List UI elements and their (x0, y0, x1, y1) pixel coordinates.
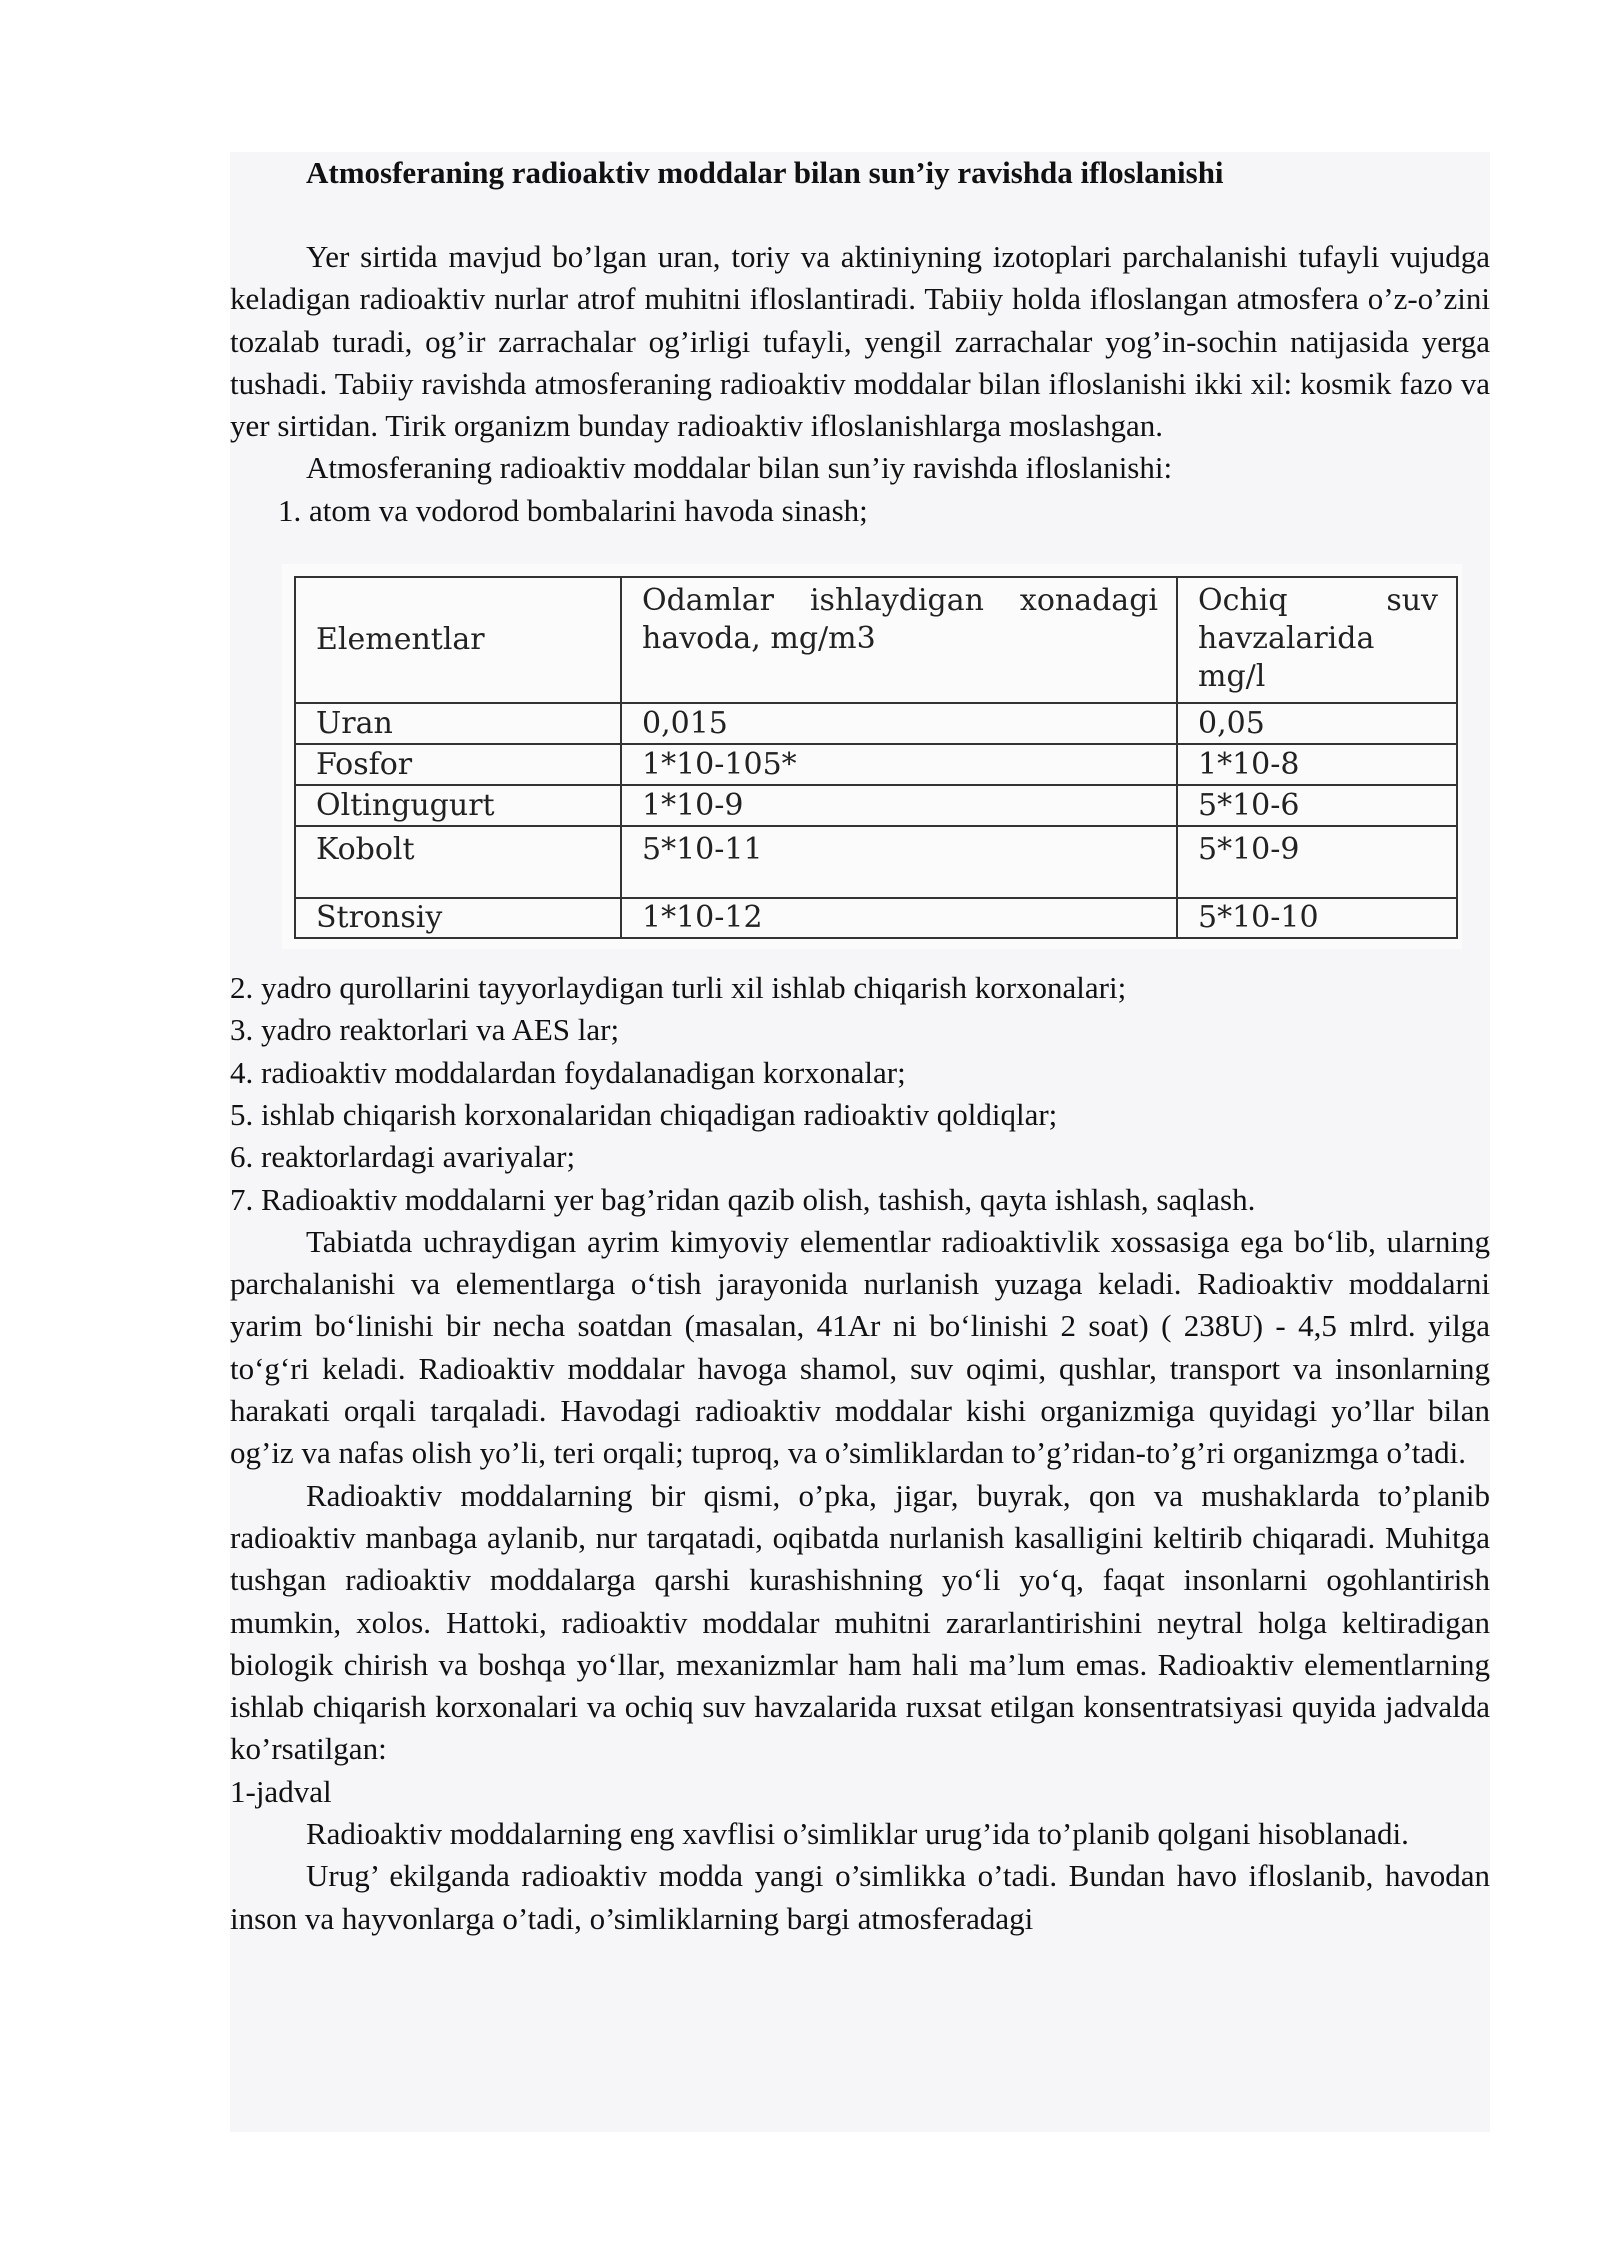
paragraph-2: Atmosferaning radioaktiv moddalar bilan sun’iy ravishda ifloslanishi: (306, 450, 1173, 486)
table-cell: 1*10-12 (621, 898, 1177, 938)
table-cell: 0,015 (621, 703, 1177, 744)
document-title: Atmosferaning radioaktiv moddalar bilan sun’iy ravishda ifloslanishi (306, 155, 1224, 190)
table-cell: Stronsiy (295, 898, 621, 938)
table-cell: Fosfor (295, 744, 621, 785)
list-item-4: 4. radioaktiv moddalardan foydalanadigan korxonalar; (230, 1054, 906, 1090)
document-content (230, 152, 1490, 1940)
table-row (295, 785, 1457, 826)
table-row (295, 703, 1457, 744)
table-row (295, 744, 1457, 785)
table-cell: 5*10-10 (1177, 898, 1457, 938)
table-cell: 5*10-11 (621, 826, 1177, 898)
table-cell: 5*10-9 (1177, 826, 1457, 898)
paragraph-5: Radioaktiv moddalarning eng xavflisi o’simliklar urug’ida to’planib qolgani hisoblanadi. (306, 1816, 1409, 1852)
paragraph-4: Radioaktiv moddalarning bir qismi, o’pka, jigar, buyrak, qon va mushaklarda to’planib radioaktiv manbaga aylanib, nur tarqatadi, oqibatda nurlanish kasalligini keltirib chiqaradi. Muhitga tushgan radioaktiv moddalarga qarshi kurashishning yo‘li yo‘q, faqat insonlarni ogohlantirish mumkin, xolos. Hattoki, radioaktiv moddalar muhitni zararlantirishini neytral holga keltiradigan biologik chirish va boshqa yo‘llar, mexanizmlar ham hali ma’lum emas. Radioaktiv elementlarning ishlab chiqarish korxonalari va ochiq suv havzalarida ruxsat etilgan konsentratsiyasi quyida jadvalda ko’rsatilgan: (230, 1477, 1490, 1767)
table-cell: Oltingugurt (295, 785, 621, 826)
table-cell: 1*10-105* (621, 744, 1177, 785)
table-row (295, 898, 1457, 938)
table-row (295, 826, 1457, 898)
paragraph-6: Urug’ ekilganda radioaktiv modda yangi o’simlikka o’tadi. Bundan havo ifloslanib, havodan inson va hayvonlarga o’tadi, o’simliklarning bargi atmosferadagi (230, 1858, 1490, 1936)
list-item-5: 5. ishlab chiqarish korxonalaridan chiqadigan radioaktiv qoldiqlar; (230, 1096, 1058, 1132)
table-cell: Uran (295, 703, 621, 744)
elements-table (294, 576, 1458, 939)
table-header-row (295, 577, 1457, 703)
list-item-3: 3. yadro reaktorlari va AES lar; (230, 1012, 620, 1048)
paragraph-3: Tabiatda uchraydigan ayrim kimyoviy elementlar radioaktivlik xossasiga ega bo‘lib, ularning parchalanishi va elementlarga o‘tish jarayonida nurlanish yuzaga keladi. Radioaktiv moddalarni yarim bo‘linishi bir necha soatdan (masalan, 41Ar ni bo‘linishi 2 soat) ( 238U) - 4,5 mlrd. yilga to‘g‘ri keladi. Radioaktiv moddalar havoga shamol, suv oqimi, qushlar, transport va insonlarning harakati orqali tarqaladi. Havodagi radioaktiv moddalar kishi organizmiga quyidagi yo’llar bilan og’iz va nafas olish yo’li, teri orqali; tuproq, va o’simliklardan to’g’ridan-to’g’ri organizmga o’tadi. (230, 1223, 1490, 1471)
table-cell: 5*10-6 (1177, 785, 1457, 826)
table-image (282, 564, 1462, 949)
table-cell: 0,05 (1177, 703, 1457, 744)
table-header-cell: Ochiq suv havzalarida mg/l (1177, 577, 1457, 703)
table-cell: 1*10-9 (621, 785, 1177, 826)
table-caption: 1-jadval (230, 1773, 332, 1809)
paragraph-1: Yer sirtida mavjud bo’lgan uran, toriy va aktiniyning izotoplari parchalanishi tufayli vujudga keladigan radioaktiv nurlar atrof muhitni ifloslantiradi. Tabiiy holda ifloslangan atmosfera o’z-o’zini tozalab turadi, og’ir zarrachalar og’irligi tufayli, yengil zarrachalar yog’in-sochin natijasida yerga tushadi. Tabiiy ravishda atmosferaning radioaktiv moddalar bilan ifloslanishi ikki xil: kosmik fazo va yer sirtidan. Tirik organizm bunday radioaktiv ifloslanishlarga moslashgan. (230, 239, 1490, 444)
list-item-2: 2. yadro qurollarini tayyorlaydigan turli xil ishlab chiqarish korxonalari; (230, 970, 1127, 1006)
list-item-1: 1. atom va vodorod bombalarini havoda sinash; (278, 492, 868, 528)
table-cell: Kobolt (295, 826, 621, 898)
list-item-7: 7. Radioaktiv moddalarni yer bag’ridan qazib olish, tashish, qayta ishlash, saqlash. (230, 1181, 1256, 1217)
list-item-6: 6. reaktorlardagi avariyalar; (230, 1139, 576, 1175)
table-header-cell: Elementlar (295, 577, 621, 703)
table-header-cell: Odamlar ishlaydigan xonadagi havoda, mg/m3 (621, 577, 1177, 703)
table-cell: 1*10-8 (1177, 744, 1457, 785)
